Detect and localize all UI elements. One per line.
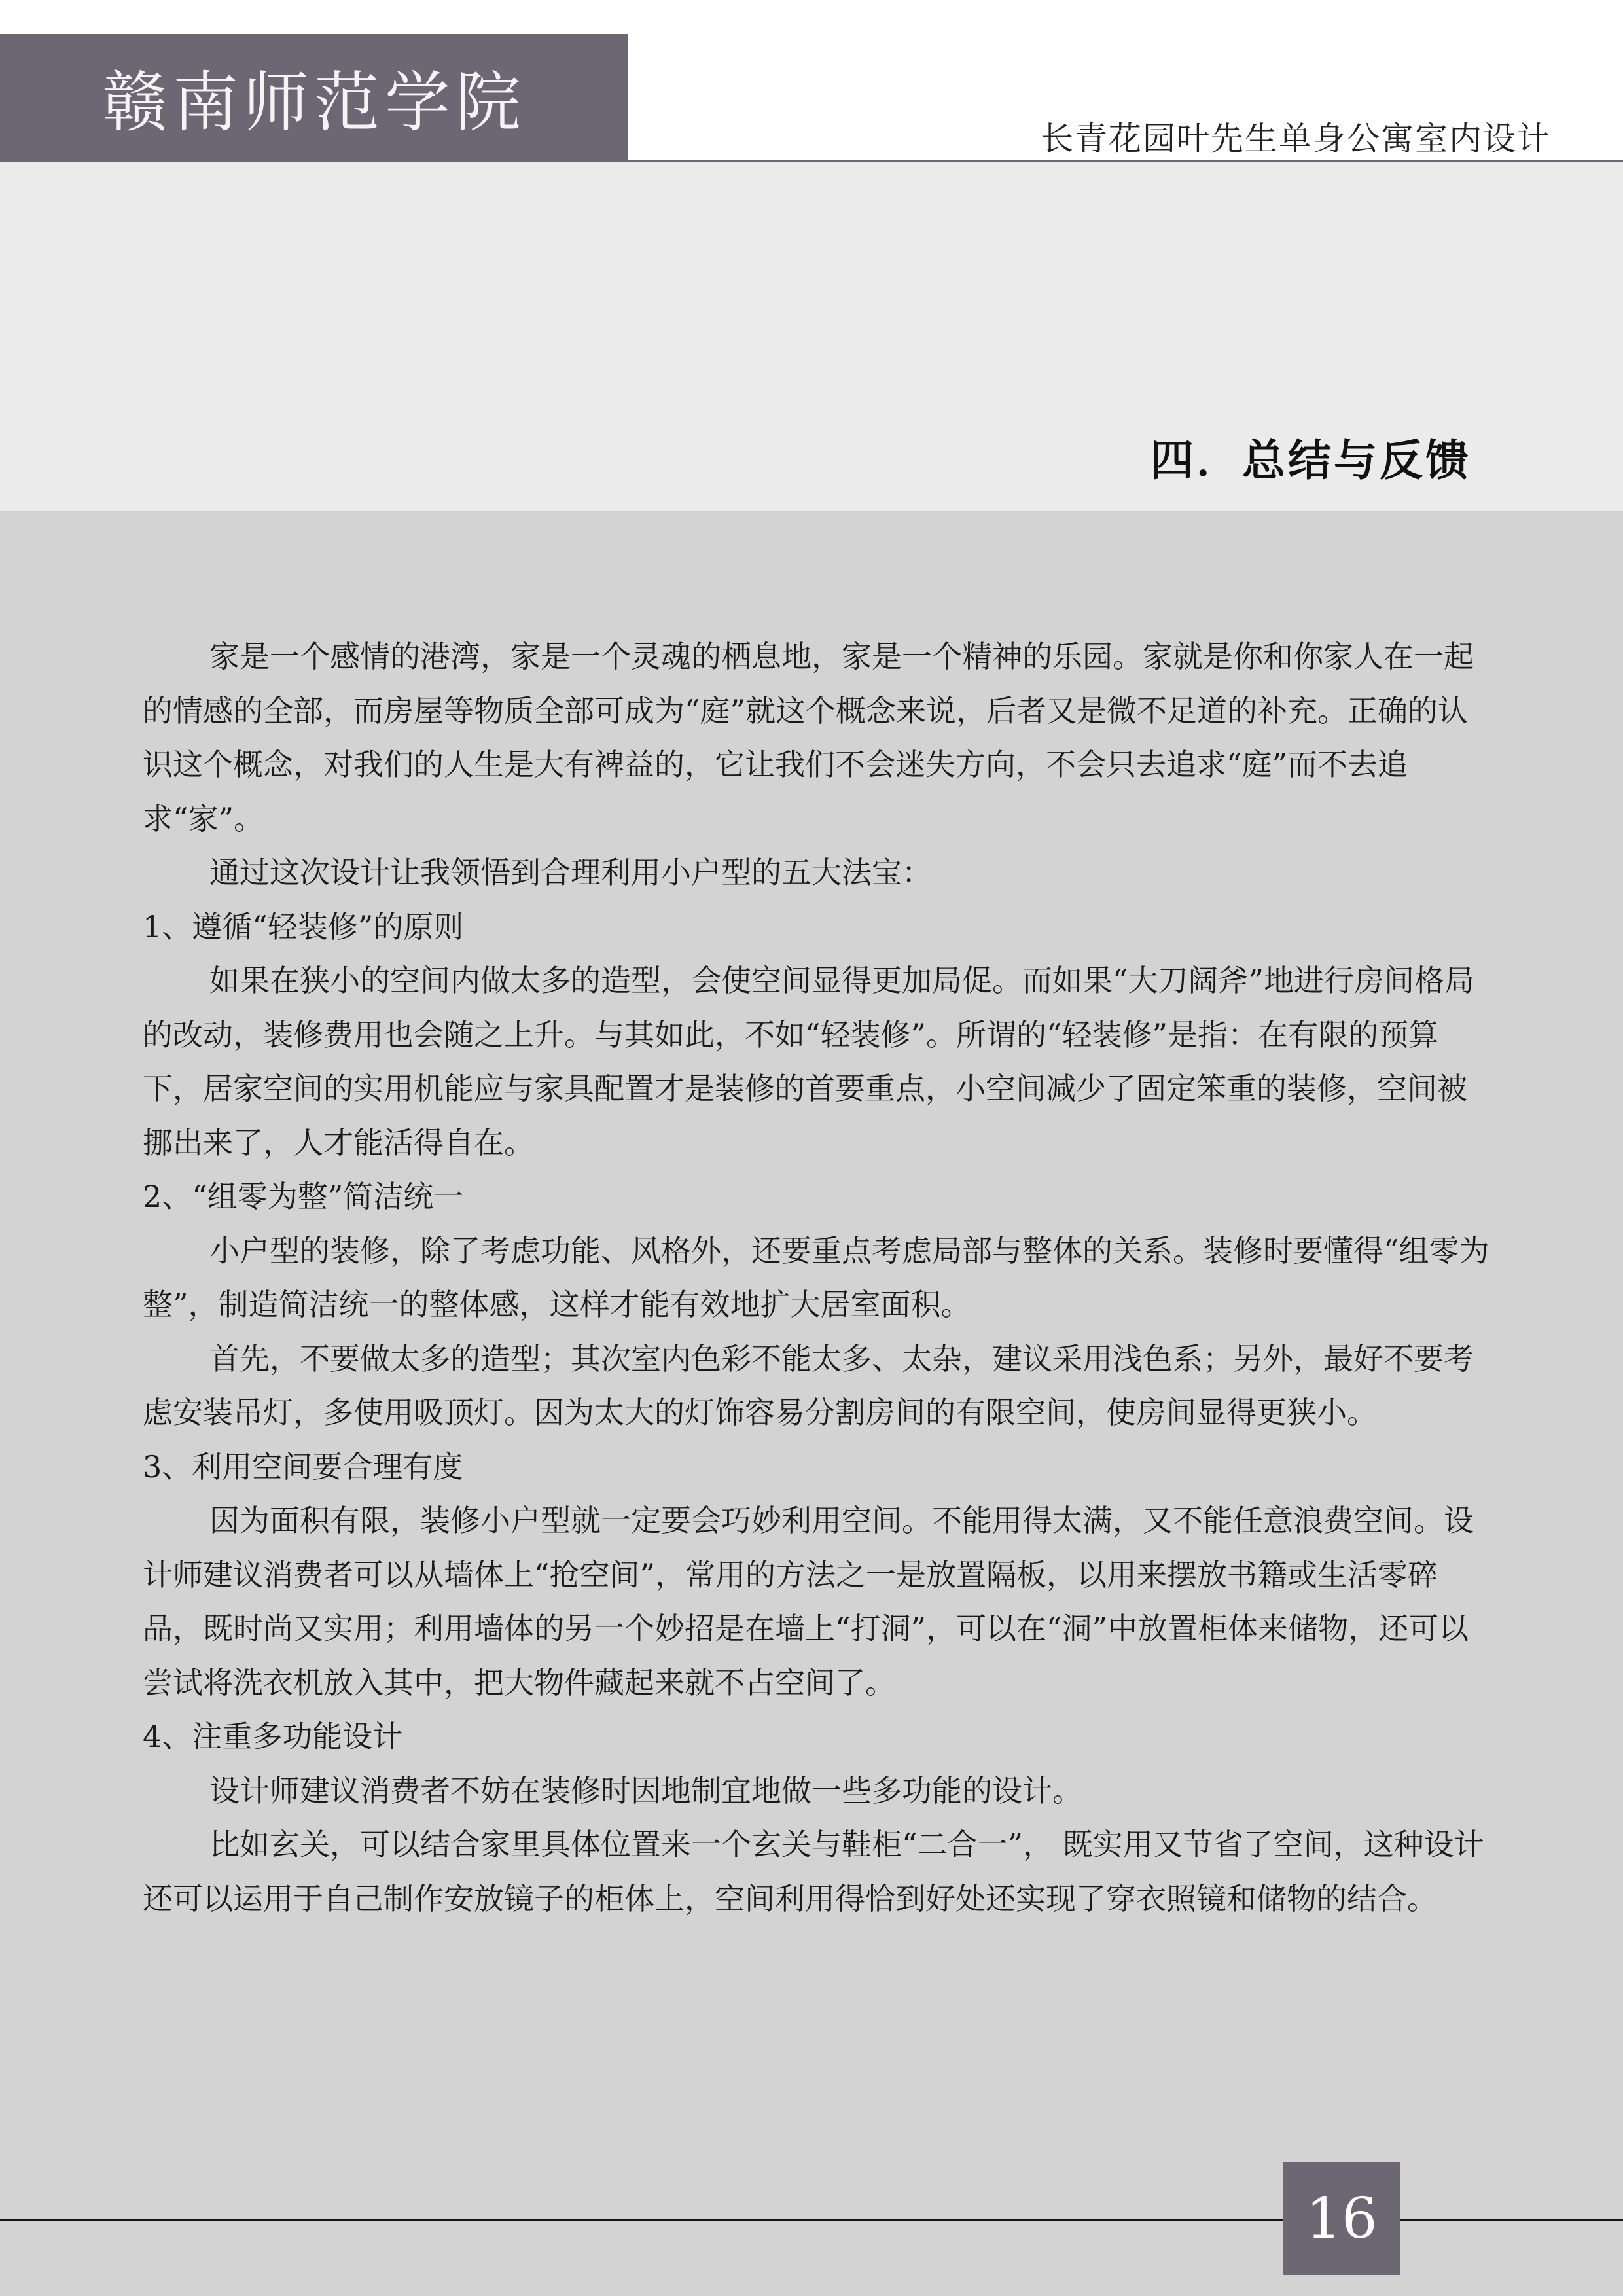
paragraph: 如果在狭小的空间内做太多的造型，会使空间显得更加局促。而如果“大刀阔斧”地进行房间格局的改动，装修费用也会随之上升。与其如此，不如“轻装修”。所谓的“轻装修”是指：在有限的预算下，居家空间的实用机能应与家具配置才是装修的首要重点，小空间减少了固定笨重的装修，空间被挪出来了，人才能活得自在。 — [143, 963, 1475, 1160]
paragraph: 设计师建议消费者不妨在装修时因地制宜地做一些多功能的设计。 — [209, 1772, 1082, 1808]
running-title: 长青花园叶先生单身公寓室内设计 — [1041, 120, 1551, 158]
list-heading: 2、“组零为整”简洁统一 — [143, 1179, 464, 1214]
page-number: 16 — [1306, 2186, 1378, 2251]
page-number-box — [1283, 2162, 1400, 2275]
section-title: 四．总结与反馈 — [1150, 435, 1471, 486]
paragraph: 比如玄关，可以结合家里具体位置来一个玄关与鞋柜“二合一”， 既实用又节省了空间，这种设计还可以运用于自己制作安放镜子的柜体上，空间利用得恰到好处还实现了穿衣照镜和储物的结合。 — [143, 1827, 1484, 1916]
list-heading: 1、遵循“轻装修”的原则 — [143, 908, 464, 944]
paragraph: 因为面积有限，装修小户型就一定要会巧妙利用空间。不能用得太满，又不能任意浪费空间。设计师建议消费者可以从墙体上“抢空间”，常用的方法之一是放置隔板，以用来摆放书籍或生活零碎品，既时尚又实用；利用墙体的另一个妙招是在墙上“打洞”，可以在“洞”中放置柜体来储物，还可以尝试将洗衣机放入其中，把大物件藏起来就不占空间了。 — [143, 1503, 1474, 1700]
paragraph: 通过这次设计让我领悟到合理利用小户型的五大法宝： — [209, 855, 932, 890]
school-name: 赣南师范学院 — [102, 64, 526, 141]
paragraph: 小户型的装修，除了考虑功能、风格外，还要重点考虑局部与整体的关系。装修时要懂得“组零为整”，制造简洁统一的整体感，这样才能有效地扩大居室面积。 — [143, 1232, 1489, 1322]
list-heading: 3、利用空间要合理有度 — [143, 1448, 463, 1484]
paragraph: 首先，不要做太多的造型；其次室内色彩不能太多、太杂，建议采用浅色系；另外，最好不要考虑安装吊灯，多使用吸顶灯。因为太大的灯饰容易分割房间的有限空间，使房间显得更狭小。 — [143, 1340, 1474, 1430]
school-name-banner — [0, 34, 628, 160]
paragraph: 家是一个感情的港湾，家是一个灵魂的栖息地，家是一个精神的乐园。家就是你和你家人在一起的情感的全部，而房屋等物质全部可成为“庭”就这个概念来说，后者又是微不足道的补充。正确的认识这个概念，对我们的人生是大有裨益的，它让我们不会迷失方向，不会只去追求“庭”而不去追求“家”。 — [143, 639, 1474, 836]
body-text — [143, 630, 1496, 1926]
list-heading: 4、注重多功能设计 — [143, 1719, 403, 1754]
